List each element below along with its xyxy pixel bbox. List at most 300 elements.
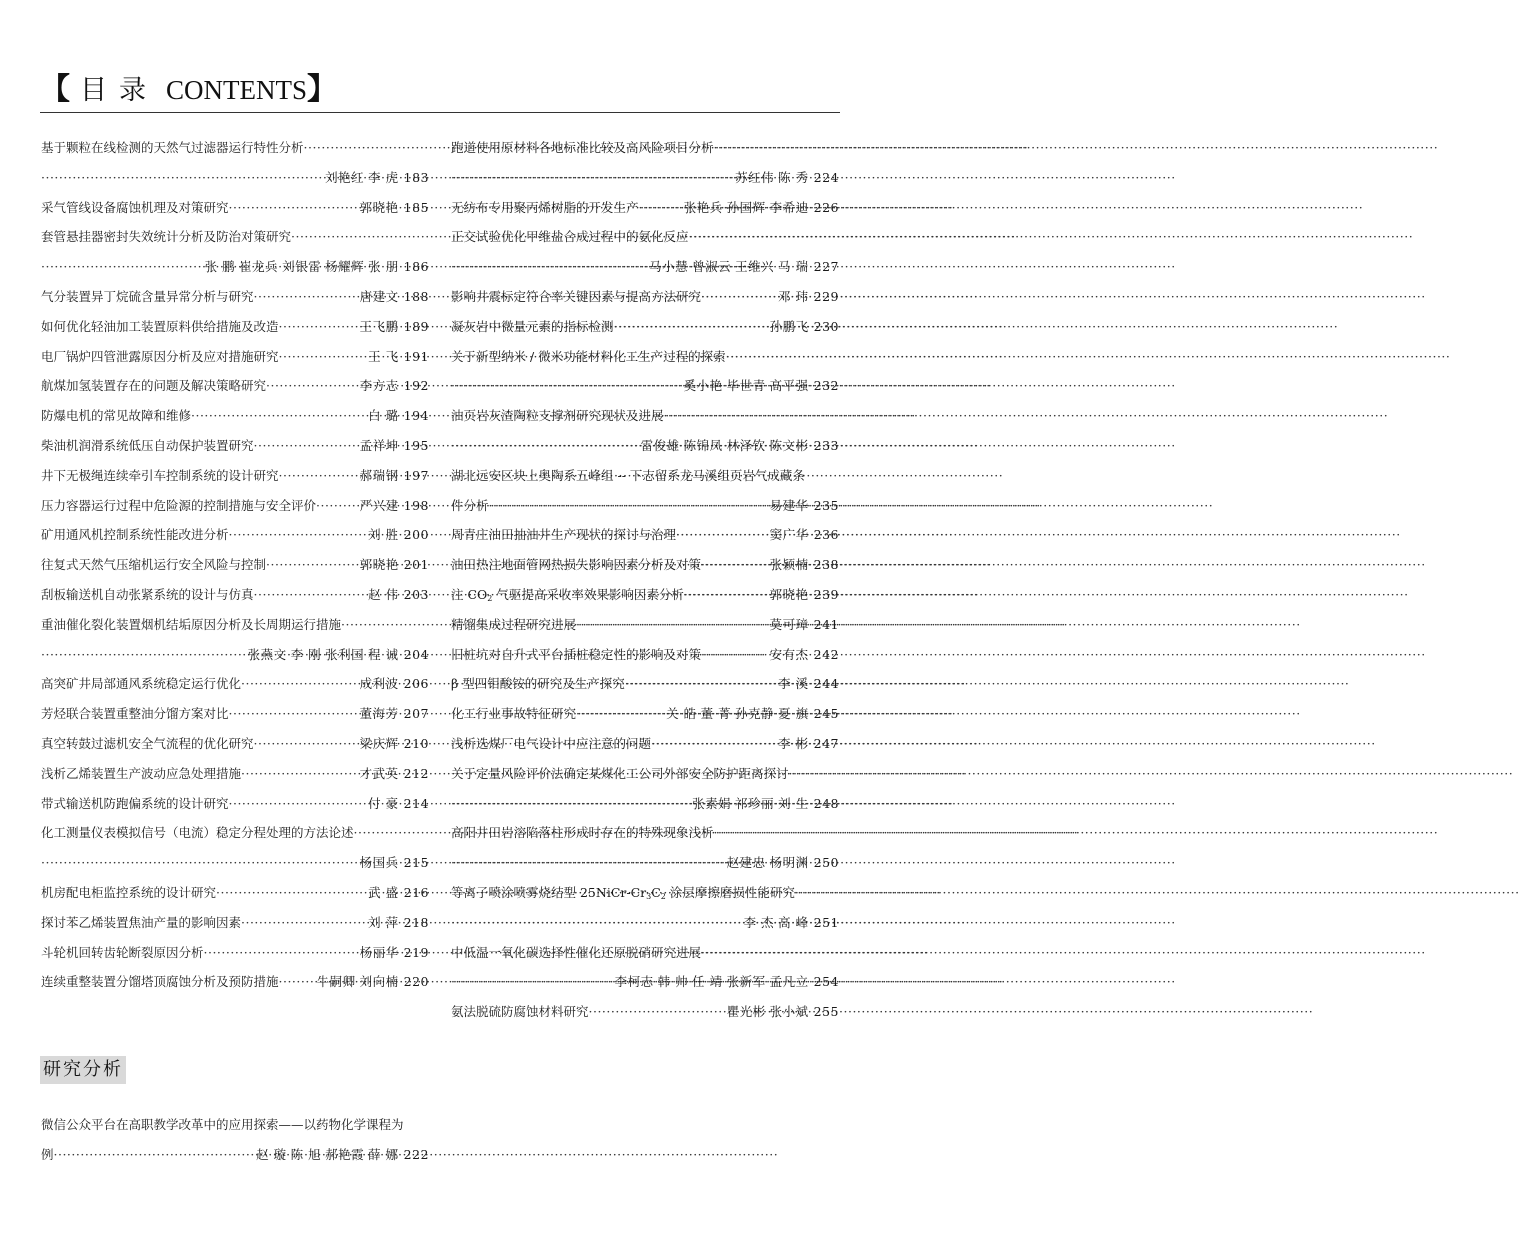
author-name: 韩 帅 <box>657 974 689 990</box>
toc-line <box>451 342 839 372</box>
page-number: 232 <box>813 378 839 394</box>
leader-dots <box>576 610 766 640</box>
author-name: 李 杰 <box>743 914 775 930</box>
entry-authors <box>364 580 429 610</box>
author-name: 刘银雷 <box>282 259 322 275</box>
toc-line <box>451 669 839 699</box>
page-number: 194 <box>403 408 429 424</box>
entry-authors <box>766 312 839 342</box>
toc-line <box>451 461 839 491</box>
toc-line <box>41 401 429 431</box>
entry-title: 化工行业事故特征研究 <box>451 706 577 722</box>
entry-authors <box>313 967 429 997</box>
author-name: 郝瑞钢 <box>359 467 399 483</box>
entry-authors <box>356 729 429 759</box>
entry-authors <box>723 848 839 878</box>
leader-dots <box>229 699 356 729</box>
entry-title: 斗轮机回转齿轮断裂原因分析 <box>41 944 204 960</box>
title-chinese: 目录 <box>80 75 158 105</box>
section-heading: 研究分析 <box>40 1056 126 1084</box>
entry-authors <box>244 640 429 670</box>
leader-dots <box>241 759 356 789</box>
author-name: 陈 旭 <box>290 1146 322 1162</box>
leader-dots <box>576 699 662 729</box>
author-name: 孟凡立 <box>769 974 809 990</box>
toc-line <box>41 550 429 580</box>
leader-dots <box>701 938 839 968</box>
author-name: 李方志 <box>359 378 399 394</box>
leader-dots <box>279 461 356 491</box>
leader-dots <box>651 729 774 759</box>
leader-dots <box>229 193 356 223</box>
author-name: 孙鹏飞 <box>769 318 809 334</box>
entry-authors <box>680 371 839 401</box>
leader-dots <box>229 789 365 819</box>
page-number: 185 <box>403 199 429 215</box>
author-name: 刘 萍 <box>368 914 399 930</box>
leader-dots <box>41 252 201 282</box>
page-number: 183 <box>403 169 429 185</box>
toc-line <box>41 1110 429 1140</box>
toc-line <box>451 818 839 848</box>
leader-dots <box>354 818 429 848</box>
toc-line <box>451 997 839 1027</box>
page-number: 186 <box>403 259 429 275</box>
entry-title: 精馏集成过程研究进展 <box>451 616 577 632</box>
leader-dots <box>254 580 365 610</box>
page-number: 201 <box>403 557 429 573</box>
author-name: 刘 生 <box>778 795 809 811</box>
entry-title: 探讨苯乙烯装置焦油产量的影响因素 <box>41 914 242 930</box>
author-name: 张素娟 <box>692 795 732 811</box>
entry-title: 周青庄油田抽油井生产现状的探讨与治理 <box>451 527 677 543</box>
entry-authors <box>688 789 839 819</box>
author-name: 李柯志 <box>614 974 654 990</box>
author-name: 牛嗣卿 <box>316 974 356 990</box>
author-name: 董 菁 <box>700 706 732 722</box>
toc-line <box>41 699 429 729</box>
toc-line <box>41 967 429 997</box>
author-name: 关 皓 <box>666 706 697 722</box>
author-name: 李 虎 <box>368 169 399 185</box>
entry-authors <box>356 282 429 312</box>
entry-authors <box>356 550 429 580</box>
author-name: 苏红伟 <box>735 169 775 185</box>
toc-line <box>41 818 429 848</box>
entry-title: 柴油机润滑系统低压自动保护装置研究 <box>41 437 254 453</box>
entry-title: 关于新型纳米 / 微米功能材料化工生产过程的探索 <box>451 348 726 364</box>
author-name: 刘向楠 <box>359 974 399 990</box>
entry-title: 高阳井田岩溶陷落柱形成时存在的特殊现象浅析 <box>451 825 714 841</box>
entry-authors <box>364 520 429 550</box>
page-number: 224 <box>813 169 839 185</box>
page-number: 218 <box>403 914 429 930</box>
author-name: 王维兴 <box>735 259 775 275</box>
entry-authors <box>766 610 839 640</box>
entry-title: 湖北远安区块上奥陶系五峰组 -- 下志留系龙马溪组页岩气成藏条 <box>451 467 805 483</box>
entry-title: 防爆电机的常见故障和维修 <box>41 408 192 424</box>
toc-line <box>451 163 839 193</box>
entry-authors <box>766 491 839 521</box>
leader-dots <box>625 669 774 699</box>
page-title <box>40 70 337 110</box>
leader-dots <box>266 550 356 580</box>
entry-title: 芳烃联合装置重整油分馏方案对比 <box>41 706 229 722</box>
toc-line <box>41 342 429 372</box>
author-name: 刘艳红 <box>325 169 365 185</box>
toc-line <box>451 580 839 610</box>
page-number: 192 <box>403 378 429 394</box>
entry-authors <box>766 640 839 670</box>
entry-authors <box>662 699 839 729</box>
toc-line <box>451 699 839 729</box>
toc-line <box>41 312 429 342</box>
toc-line <box>451 193 839 223</box>
author-name: 程 诚 <box>368 646 399 662</box>
entry-authors <box>645 252 839 282</box>
leader-dots <box>684 580 766 610</box>
toc-line <box>41 640 429 670</box>
author-name: 成利波 <box>359 676 399 692</box>
toc-line <box>41 520 429 550</box>
author-name: 杨明渊 <box>769 855 809 871</box>
author-name: 张颖楠 <box>769 557 809 573</box>
page-number: 229 <box>813 288 839 304</box>
author-name: 张小斌 <box>769 1004 809 1020</box>
author-name: 马小慧 <box>649 259 689 275</box>
page-number: 244 <box>813 676 839 692</box>
entry-title: 电厂锅炉四管泄露原因分析及应对措施研究 <box>41 348 279 364</box>
toc-line <box>451 491 839 521</box>
title-english: CONTENTS <box>166 75 307 105</box>
leader-dots <box>279 342 365 372</box>
page-number: 245 <box>813 706 839 722</box>
author-name: 严兴建 <box>359 497 399 513</box>
page-number: 206 <box>403 676 429 692</box>
toc-line <box>41 1140 429 1170</box>
entry-title: 往复式天然气压缩机运行安全风险与控制 <box>41 557 267 573</box>
leader-dots <box>795 878 839 908</box>
page-number: 200 <box>403 527 429 543</box>
entry-title-continued: 例 <box>41 1146 54 1162</box>
author-name: 张利国 <box>325 646 365 662</box>
toc-line <box>41 908 429 938</box>
page-number: 216 <box>403 884 429 900</box>
entry-title: 高突矿井局部通风系统稳定运行优化 <box>41 676 242 692</box>
toc-line <box>451 640 839 670</box>
leader-dots <box>664 401 839 431</box>
title-open-bracket: 【 <box>40 73 70 106</box>
page-number: 241 <box>813 616 839 632</box>
author-name: 任 靖 <box>692 974 723 990</box>
entry-title: 连续重整装置分馏塔顶腐蚀分析及预防措施 <box>41 974 279 990</box>
leader-dots <box>241 669 356 699</box>
author-name: 张燕文 <box>247 646 287 662</box>
author-name: 郝艳霞 <box>325 1146 365 1162</box>
author-name: 邓 玮 <box>778 288 809 304</box>
leader-dots <box>451 371 680 401</box>
entry-title: 重油催化裂化装置烟机结垢原因分析及长周期运行措施 <box>41 616 342 632</box>
entry-title: 浅析选煤厂电气设计中应注意的问题 <box>451 735 652 751</box>
toc-line <box>451 282 839 312</box>
entry-authors <box>356 193 429 223</box>
entry-title-continued: 件分析 <box>451 497 489 513</box>
entry-authors <box>740 908 839 938</box>
author-name: 窦广华 <box>769 527 809 543</box>
entry-title: 气分装置异丁烷硫含量异常分析与研究 <box>41 288 254 304</box>
entry-authors <box>731 163 839 193</box>
toc-line <box>41 938 429 968</box>
entry-title: 采气管线设备腐蚀机理及对策研究 <box>41 199 229 215</box>
leader-dots <box>676 520 766 550</box>
entry-authors <box>364 789 429 819</box>
author-name: 李 刚 <box>290 646 322 662</box>
page-number: 204 <box>403 646 429 662</box>
page-number: 238 <box>813 557 839 573</box>
author-name: 曾淑云 <box>692 259 732 275</box>
leader-dots <box>589 997 723 1027</box>
entry-authors <box>611 967 839 997</box>
leader-dots <box>451 252 645 282</box>
leader-dots <box>701 550 766 580</box>
entry-title: 正交试验优化甲维盐合成过程中的氨化反应 <box>451 229 689 245</box>
entry-title: 压力容器运行过程中危险源的控制措施与安全评价 <box>41 497 317 513</box>
toc-line <box>451 431 839 461</box>
page-number: 239 <box>813 586 839 602</box>
page-number: 233 <box>813 437 839 453</box>
toc-line <box>41 461 429 491</box>
leader-dots <box>41 640 244 670</box>
page-number: 198 <box>403 497 429 513</box>
toc-line <box>451 908 839 938</box>
page-number: 235 <box>813 497 839 513</box>
entry-title: 跑道使用原材料各地标准比较及高风险项目分析 <box>451 140 714 155</box>
author-name: 高平强 <box>769 378 809 394</box>
page-number: 254 <box>813 974 839 990</box>
author-name: 李 溪 <box>778 676 809 692</box>
entry-authors <box>680 193 839 223</box>
entry-authors <box>637 431 839 461</box>
author-name: 郭晓艳 <box>769 586 809 602</box>
leader-dots <box>639 193 680 223</box>
entry-title: 航煤加氢装置存在的问题及解决策略研究 <box>41 378 267 394</box>
author-name: 张新军 <box>726 974 766 990</box>
toc-line <box>451 133 839 163</box>
author-name: 杨国兵 <box>359 855 399 871</box>
author-name: 梁庆辉 <box>359 735 399 751</box>
page-number: 242 <box>813 646 839 662</box>
entry-title: 影响井震标定符合率关键因素与提高方法研究 <box>451 288 702 304</box>
toc-line <box>451 759 839 789</box>
leader-dots <box>54 1140 253 1170</box>
entry-authors <box>766 550 839 580</box>
author-name: 赵 伟 <box>368 586 399 602</box>
toc-line <box>41 729 429 759</box>
toc-line <box>451 252 839 282</box>
author-name: 郭晓艳 <box>359 557 399 573</box>
leader-dots <box>316 491 356 521</box>
entry-authors <box>774 729 839 759</box>
author-name: 赵建忠 <box>726 855 766 871</box>
entry-title: 油田热注地面管网热损失影响因素分析及对策 <box>451 557 702 573</box>
entry-title: 矿用通风机控制系统性能改进分析 <box>41 527 229 543</box>
page-number: 220 <box>403 974 429 990</box>
entry-authors <box>356 938 429 968</box>
author-name: 张 鹏 <box>204 259 236 275</box>
leader-dots <box>789 759 839 789</box>
page-number: 222 <box>403 1146 429 1162</box>
toc-line <box>451 878 839 908</box>
entry-authors <box>356 699 429 729</box>
author-name: 雷俊雄 <box>640 437 680 453</box>
title-close-bracket: 】 <box>307 73 337 106</box>
author-name: 林泽钦 <box>726 437 766 453</box>
leader-dots <box>614 312 766 342</box>
toc-line <box>451 789 839 819</box>
entry-authors <box>356 848 429 878</box>
author-name: 张 朋 <box>368 259 399 275</box>
leader-dots <box>451 848 723 878</box>
leader-dots <box>279 967 313 997</box>
author-name: 郭晓艳 <box>359 199 399 215</box>
entry-title: 等离子喷涂喷雾烧结型 $25NiCr-Cr_3C_2$ 涂层摩擦磨损性能研究 <box>451 884 795 901</box>
page-number: 215 <box>403 855 429 871</box>
toc-line <box>41 789 429 819</box>
page-number: 207 <box>403 706 429 722</box>
entry-title: 井下无极绳连续牵引车控制系统的设计研究 <box>41 467 279 483</box>
author-name: 李 彬 <box>778 735 809 751</box>
author-name: 毕世青 <box>726 378 766 394</box>
toc-line <box>41 222 429 252</box>
author-name: 杨丽华 <box>359 944 399 960</box>
toc-line <box>451 610 839 640</box>
toc-line <box>41 371 429 401</box>
title-rule <box>40 112 840 113</box>
entry-title: 旧桩坑对自升式平台插桩稳定性的影响及对策 <box>451 646 702 662</box>
author-name: 安有杰 <box>769 646 809 662</box>
toc-line <box>41 431 429 461</box>
entry-authors <box>774 282 839 312</box>
entry-authors <box>321 163 429 193</box>
entry-authors <box>364 878 429 908</box>
author-name: 杨耀辉 <box>325 259 365 275</box>
toc-line <box>451 520 839 550</box>
contents-column-bottom <box>41 1110 429 1170</box>
entry-title: β 型四钼酸铵的研究及生产探究 <box>451 676 625 692</box>
page-number: 250 <box>813 855 839 871</box>
toc-line <box>451 550 839 580</box>
author-name: 王 飞 <box>368 348 399 364</box>
author-name: 奚小艳 <box>683 378 723 394</box>
leader-dots <box>229 520 365 550</box>
entry-authors <box>356 491 429 521</box>
author-name: 刘 胜 <box>368 527 399 543</box>
toc-line <box>41 580 429 610</box>
entry-authors <box>364 342 429 372</box>
page-number: 219 <box>403 944 429 960</box>
entry-title: 刮板输送机自动张紧系统的设计与仿真 <box>41 586 254 602</box>
contents-column-left <box>41 133 429 997</box>
leader-dots <box>254 729 356 759</box>
toc-line <box>41 848 429 878</box>
toc-line <box>451 222 839 252</box>
entry-title: 基于颗粒在线检测的天然气过滤器运行特性分析 <box>41 140 304 155</box>
entry-authors <box>252 1140 429 1170</box>
leader-dots <box>204 938 356 968</box>
author-name: 白 璐 <box>368 408 399 424</box>
author-name: 武 盛 <box>368 884 399 900</box>
leader-dots <box>451 967 611 997</box>
entry-title: 带式输送机防跑偏系统的设计研究 <box>41 795 229 811</box>
page-number: 203 <box>403 586 429 602</box>
leader-dots <box>216 878 364 908</box>
toc-line <box>451 312 839 342</box>
author-name: 孙国辉 <box>726 199 766 215</box>
entry-title: 机房配电柜监控系统的设计研究 <box>41 884 217 900</box>
author-name: 赵 璇 <box>256 1146 287 1162</box>
toc-line <box>41 193 429 223</box>
leader-dots <box>726 342 839 372</box>
toc-line <box>41 163 429 193</box>
toc-line <box>41 491 429 521</box>
author-name: 孟祥坤 <box>359 437 399 453</box>
author-name: 陈 秀 <box>778 169 809 185</box>
entry-title: 关于定量风险评价法确定某煤化工公司外部安全防护距离探讨 <box>451 765 789 781</box>
entry-title: 微信公众平台在高职教学改革中的应用探索——以药物化学课程为 <box>41 1117 404 1132</box>
entry-title: 如何优化轻油加工装置原料供给措施及改造 <box>41 318 279 334</box>
toc-line <box>41 669 429 699</box>
entry-title: 注 $CO_2$ 气驱提高采收率效果影响因素分析 <box>451 586 684 603</box>
leader-dots <box>279 312 356 342</box>
page-number: 212 <box>403 765 429 781</box>
leader-dots <box>451 163 731 193</box>
author-name: 董海芳 <box>359 706 399 722</box>
toc-line <box>451 401 839 431</box>
author-name: 夏 旗 <box>778 706 809 722</box>
author-name: 张艳兵 <box>683 199 723 215</box>
author-name: 薛 娜 <box>368 1146 399 1162</box>
leader-dots <box>451 431 637 461</box>
page-number: 195 <box>403 437 429 453</box>
leader-dots <box>304 133 429 163</box>
leader-dots <box>701 640 766 670</box>
entry-authors <box>774 669 839 699</box>
author-name: 唐建文 <box>359 288 399 304</box>
toc-line <box>41 282 429 312</box>
toc-line <box>41 610 429 640</box>
leader-dots <box>241 908 364 938</box>
entry-authors <box>766 580 839 610</box>
page-number: 227 <box>813 259 839 275</box>
leader-dots <box>451 789 688 819</box>
toc-line <box>451 371 839 401</box>
entry-title: 氨法脱硫防腐蚀材料研究 <box>451 1004 589 1020</box>
author-name: 陈锦凤 <box>683 437 723 453</box>
page-number: 214 <box>403 795 429 811</box>
entry-title: 浅析乙烯装置生产波动应急处理措施 <box>41 765 242 781</box>
leader-dots <box>191 401 364 431</box>
page-number: 236 <box>813 527 839 543</box>
leader-dots <box>714 133 839 163</box>
page-number: 210 <box>403 735 429 751</box>
author-name: 孙克静 <box>735 706 775 722</box>
toc-line <box>451 729 839 759</box>
author-name: 付 豪 <box>368 795 399 811</box>
toc-line <box>41 878 429 908</box>
leader-dots <box>489 491 766 521</box>
toc-line <box>41 252 429 282</box>
leader-dots <box>266 371 356 401</box>
